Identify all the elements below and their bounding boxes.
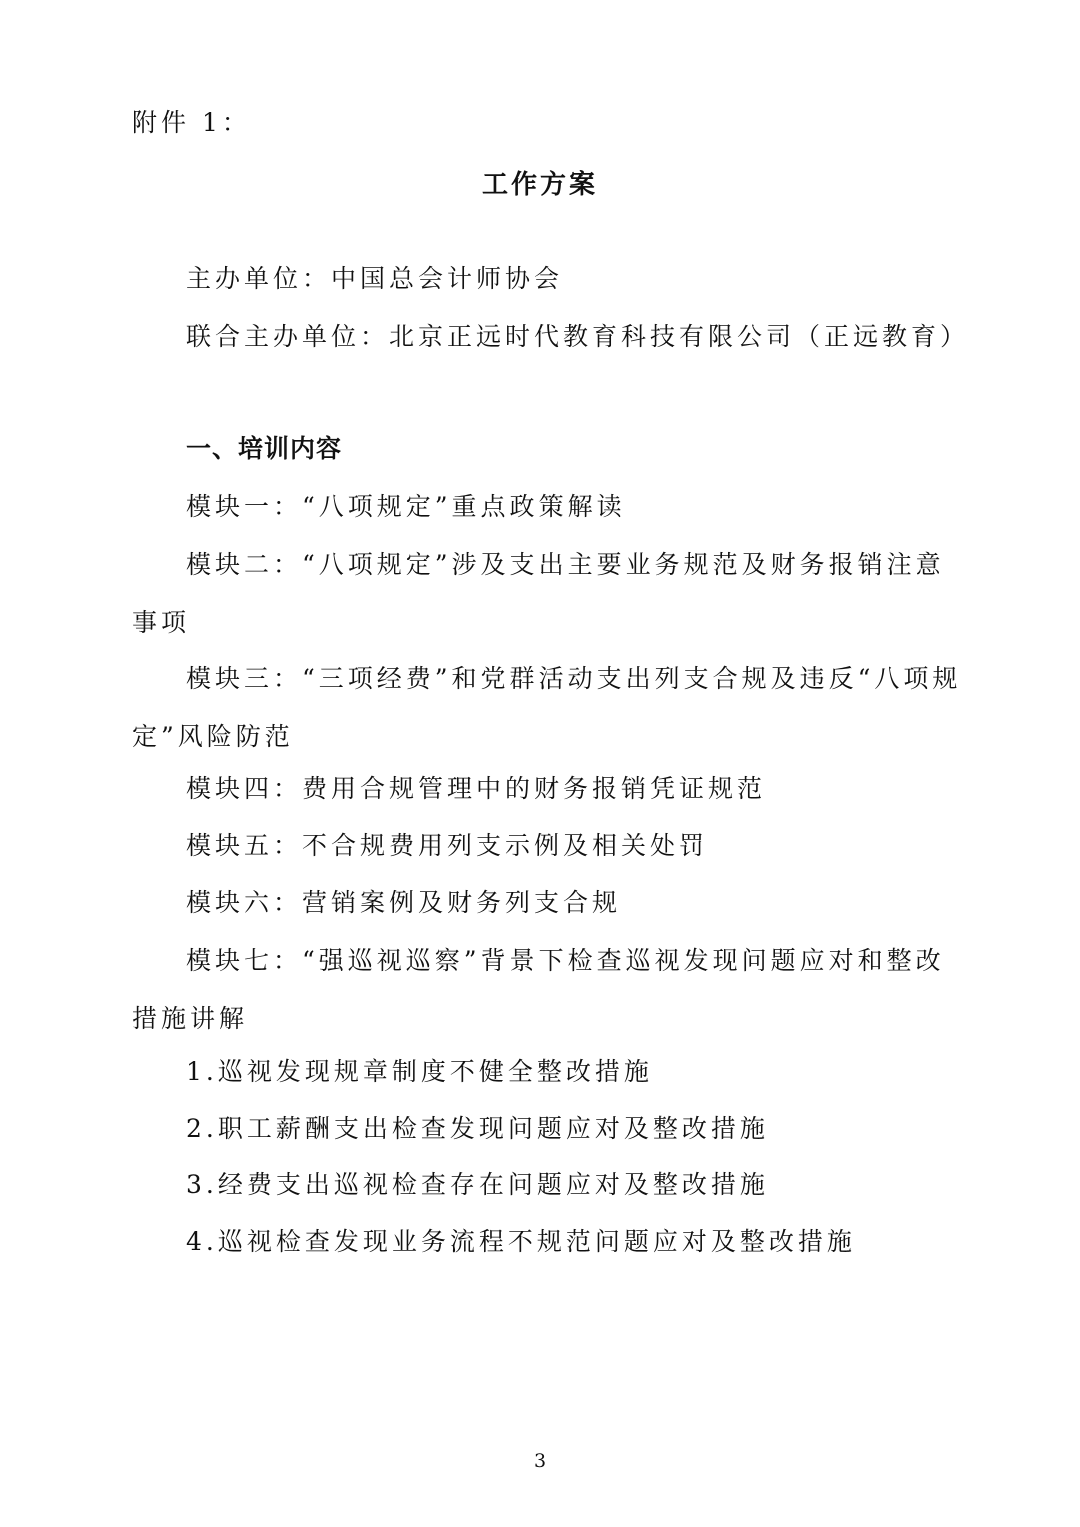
sub-item: 4.巡视检查发现业务流程不规范问题应对及整改措施 — [186, 1227, 856, 1256]
module-item: 模块四：费用合规管理中的财务报销凭证规范 — [186, 774, 767, 803]
module-item: 模块一：“八项规定”重点政策解读 — [186, 492, 626, 521]
host-organizer: 主办单位：中国总会计师协会 — [186, 264, 564, 293]
co-host-organizer: 联合主办单位：北京正远时代教育科技有限公司（正远教育） — [186, 322, 970, 351]
module-item: 模块三：“三项经费”和党群活动支出列支合规及违反“八项规定”风险防范 — [132, 664, 962, 751]
attachment-label: 附件 1： — [132, 108, 251, 137]
sub-item: 2.职工薪酬支出检查发现问题应对及整改措施 — [186, 1114, 769, 1143]
module-item: 模块二：“八项规定”涉及支出主要业务规范及财务报销注意事项 — [132, 550, 945, 637]
section-heading: 一、培训内容 — [186, 434, 343, 463]
page-number: 3 — [533, 1450, 547, 1472]
module-item: 模块六：营销案例及财务列支合规 — [186, 888, 622, 917]
module-item: 模块七：“强巡视巡察”背景下检查巡视发现问题应对和整改措施讲解 — [132, 946, 945, 1033]
module-item: 模块五：不合规费用列支示例及相关处罚 — [186, 831, 709, 860]
sub-item: 3.经费支出巡视检查存在问题应对及整改措施 — [186, 1170, 769, 1199]
sub-item: 1.巡视发现规章制度不健全整改措施 — [186, 1057, 653, 1086]
document-title: 工作方案 — [481, 170, 598, 200]
